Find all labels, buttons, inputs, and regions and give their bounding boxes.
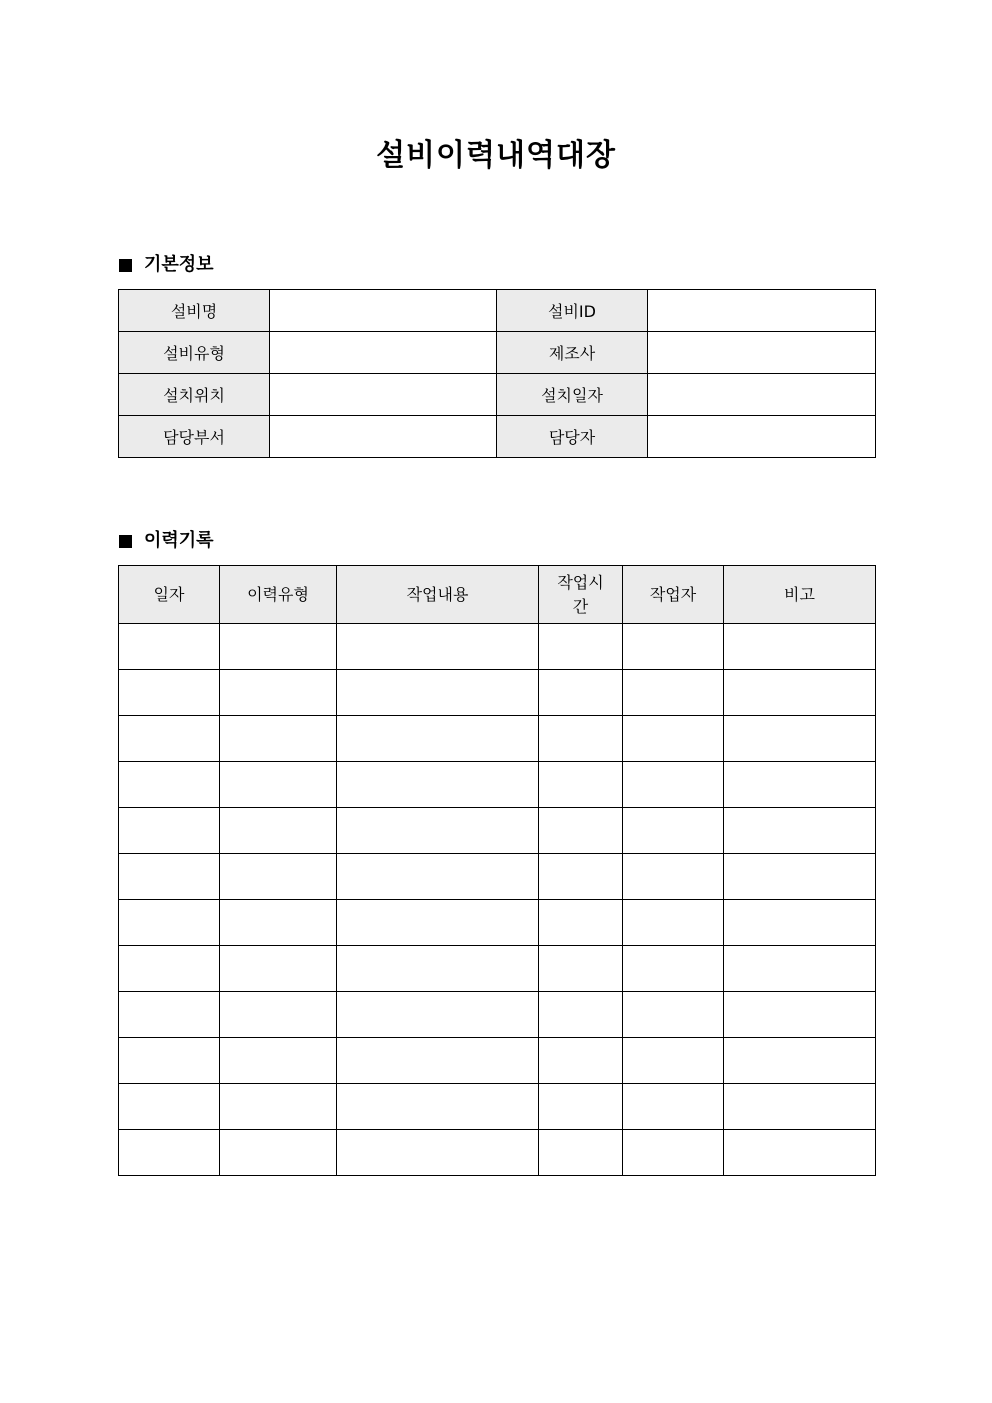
basic-info-row: [119, 290, 876, 332]
worker-cell[interactable]: [623, 900, 724, 946]
history-table: [118, 565, 876, 1176]
square-bullet-icon: [119, 535, 132, 548]
install-date-label: 설치일자: [497, 374, 648, 416]
table-row: [119, 808, 876, 854]
history-type-cell[interactable]: [220, 624, 337, 670]
remarks-cell[interactable]: [724, 900, 876, 946]
equipment-name-field[interactable]: [270, 290, 497, 332]
work-content-cell[interactable]: [337, 624, 539, 670]
manufacturer-field[interactable]: [648, 332, 876, 374]
table-row: [119, 992, 876, 1038]
remarks-cell[interactable]: [724, 854, 876, 900]
install-location-field[interactable]: [270, 374, 497, 416]
column-header-date: 일자: [119, 566, 220, 624]
basic-info-row: [119, 374, 876, 416]
equipment-name-label: 설비명: [119, 290, 270, 332]
column-header-work-time-text: 작업시간: [557, 572, 604, 616]
manager-label: 담당자: [497, 416, 648, 458]
work-content-cell[interactable]: [337, 992, 539, 1038]
history-heading: [119, 528, 214, 554]
date-cell[interactable]: [119, 762, 220, 808]
work-time-cell[interactable]: [539, 762, 623, 808]
remarks-cell[interactable]: [724, 1038, 876, 1084]
history-type-cell[interactable]: [220, 854, 337, 900]
date-cell[interactable]: [119, 716, 220, 762]
history-table-body: [119, 624, 876, 1176]
work-content-cell[interactable]: [337, 716, 539, 762]
department-field[interactable]: [270, 416, 497, 458]
manager-field[interactable]: [648, 416, 876, 458]
history-type-cell[interactable]: [220, 900, 337, 946]
remarks-cell[interactable]: [724, 808, 876, 854]
history-type-cell[interactable]: [220, 1084, 337, 1130]
table-row: [119, 1038, 876, 1084]
column-header-remarks: 비고: [724, 566, 876, 624]
worker-cell[interactable]: [623, 624, 724, 670]
table-row: [119, 670, 876, 716]
work-time-cell[interactable]: [539, 900, 623, 946]
remarks-cell[interactable]: [724, 670, 876, 716]
worker-cell[interactable]: [623, 716, 724, 762]
history-type-cell[interactable]: [220, 808, 337, 854]
equipment-type-label: 설비유형: [119, 332, 270, 374]
basic-info-row: [119, 416, 876, 458]
work-time-cell[interactable]: [539, 1038, 623, 1084]
column-header-work-time: [539, 566, 623, 624]
date-cell[interactable]: [119, 854, 220, 900]
remarks-cell[interactable]: [724, 716, 876, 762]
date-cell[interactable]: [119, 900, 220, 946]
equipment-type-field[interactable]: [270, 332, 497, 374]
worker-cell[interactable]: [623, 1130, 724, 1176]
work-time-cell[interactable]: [539, 624, 623, 670]
worker-cell[interactable]: [623, 854, 724, 900]
date-cell[interactable]: [119, 808, 220, 854]
work-content-cell[interactable]: [337, 854, 539, 900]
worker-cell[interactable]: [623, 762, 724, 808]
manufacturer-label: 제조사: [497, 332, 648, 374]
date-cell[interactable]: [119, 1130, 220, 1176]
install-location-label: 설치위치: [119, 374, 270, 416]
work-time-cell[interactable]: [539, 716, 623, 762]
remarks-cell[interactable]: [724, 946, 876, 992]
table-row: [119, 1130, 876, 1176]
remarks-cell[interactable]: [724, 992, 876, 1038]
work-time-cell[interactable]: [539, 808, 623, 854]
basic-info-row: [119, 332, 876, 374]
date-cell[interactable]: [119, 1038, 220, 1084]
history-type-cell[interactable]: [220, 992, 337, 1038]
table-row: [119, 762, 876, 808]
work-content-cell[interactable]: [337, 900, 539, 946]
history-heading-text: 이력기록: [144, 530, 214, 551]
department-label: 담당부서: [119, 416, 270, 458]
equipment-id-field[interactable]: [648, 290, 876, 332]
square-bullet-icon: [119, 259, 132, 272]
work-content-cell[interactable]: [337, 808, 539, 854]
basic-info-heading: [119, 252, 214, 278]
column-header-worker: 작업자: [623, 566, 724, 624]
history-header-row: [119, 566, 876, 624]
column-header-history-type: 이력유형: [220, 566, 337, 624]
history-type-cell[interactable]: [220, 1130, 337, 1176]
date-cell[interactable]: [119, 992, 220, 1038]
equipment-id-label: 설비ID: [497, 290, 648, 332]
date-cell[interactable]: [119, 624, 220, 670]
work-time-cell[interactable]: [539, 946, 623, 992]
remarks-cell[interactable]: [724, 624, 876, 670]
remarks-cell[interactable]: [724, 762, 876, 808]
work-time-cell[interactable]: [539, 992, 623, 1038]
work-time-cell[interactable]: [539, 854, 623, 900]
date-cell[interactable]: [119, 946, 220, 992]
work-content-cell[interactable]: [337, 1084, 539, 1130]
work-content-cell[interactable]: [337, 1130, 539, 1176]
history-type-cell[interactable]: [220, 716, 337, 762]
history-type-cell[interactable]: [220, 1038, 337, 1084]
history-type-cell[interactable]: [220, 670, 337, 716]
work-content-cell[interactable]: [337, 1038, 539, 1084]
work-time-cell[interactable]: [539, 1130, 623, 1176]
work-time-cell[interactable]: [539, 1084, 623, 1130]
history-type-cell[interactable]: [220, 946, 337, 992]
worker-cell[interactable]: [623, 670, 724, 716]
table-row: [119, 624, 876, 670]
basic-info-heading-text: 기본정보: [144, 254, 214, 275]
history-type-cell[interactable]: [220, 762, 337, 808]
work-content-cell[interactable]: [337, 946, 539, 992]
date-cell[interactable]: [119, 670, 220, 716]
worker-cell[interactable]: [623, 808, 724, 854]
table-row: [119, 946, 876, 992]
table-row: [119, 854, 876, 900]
remarks-cell[interactable]: [724, 1084, 876, 1130]
page-title: 설비이력내역대장: [376, 138, 616, 173]
basic-info-table: [118, 289, 876, 458]
work-content-cell[interactable]: [337, 670, 539, 716]
table-row: [119, 716, 876, 762]
table-row: [119, 1084, 876, 1130]
worker-cell[interactable]: [623, 1084, 724, 1130]
table-row: [119, 900, 876, 946]
worker-cell[interactable]: [623, 946, 724, 992]
worker-cell[interactable]: [623, 1038, 724, 1084]
work-time-cell[interactable]: [539, 670, 623, 716]
column-header-work-content: 작업내용: [337, 566, 539, 624]
date-cell[interactable]: [119, 1084, 220, 1130]
work-content-cell[interactable]: [337, 762, 539, 808]
worker-cell[interactable]: [623, 992, 724, 1038]
remarks-cell[interactable]: [724, 1130, 876, 1176]
install-date-field[interactable]: [648, 374, 876, 416]
